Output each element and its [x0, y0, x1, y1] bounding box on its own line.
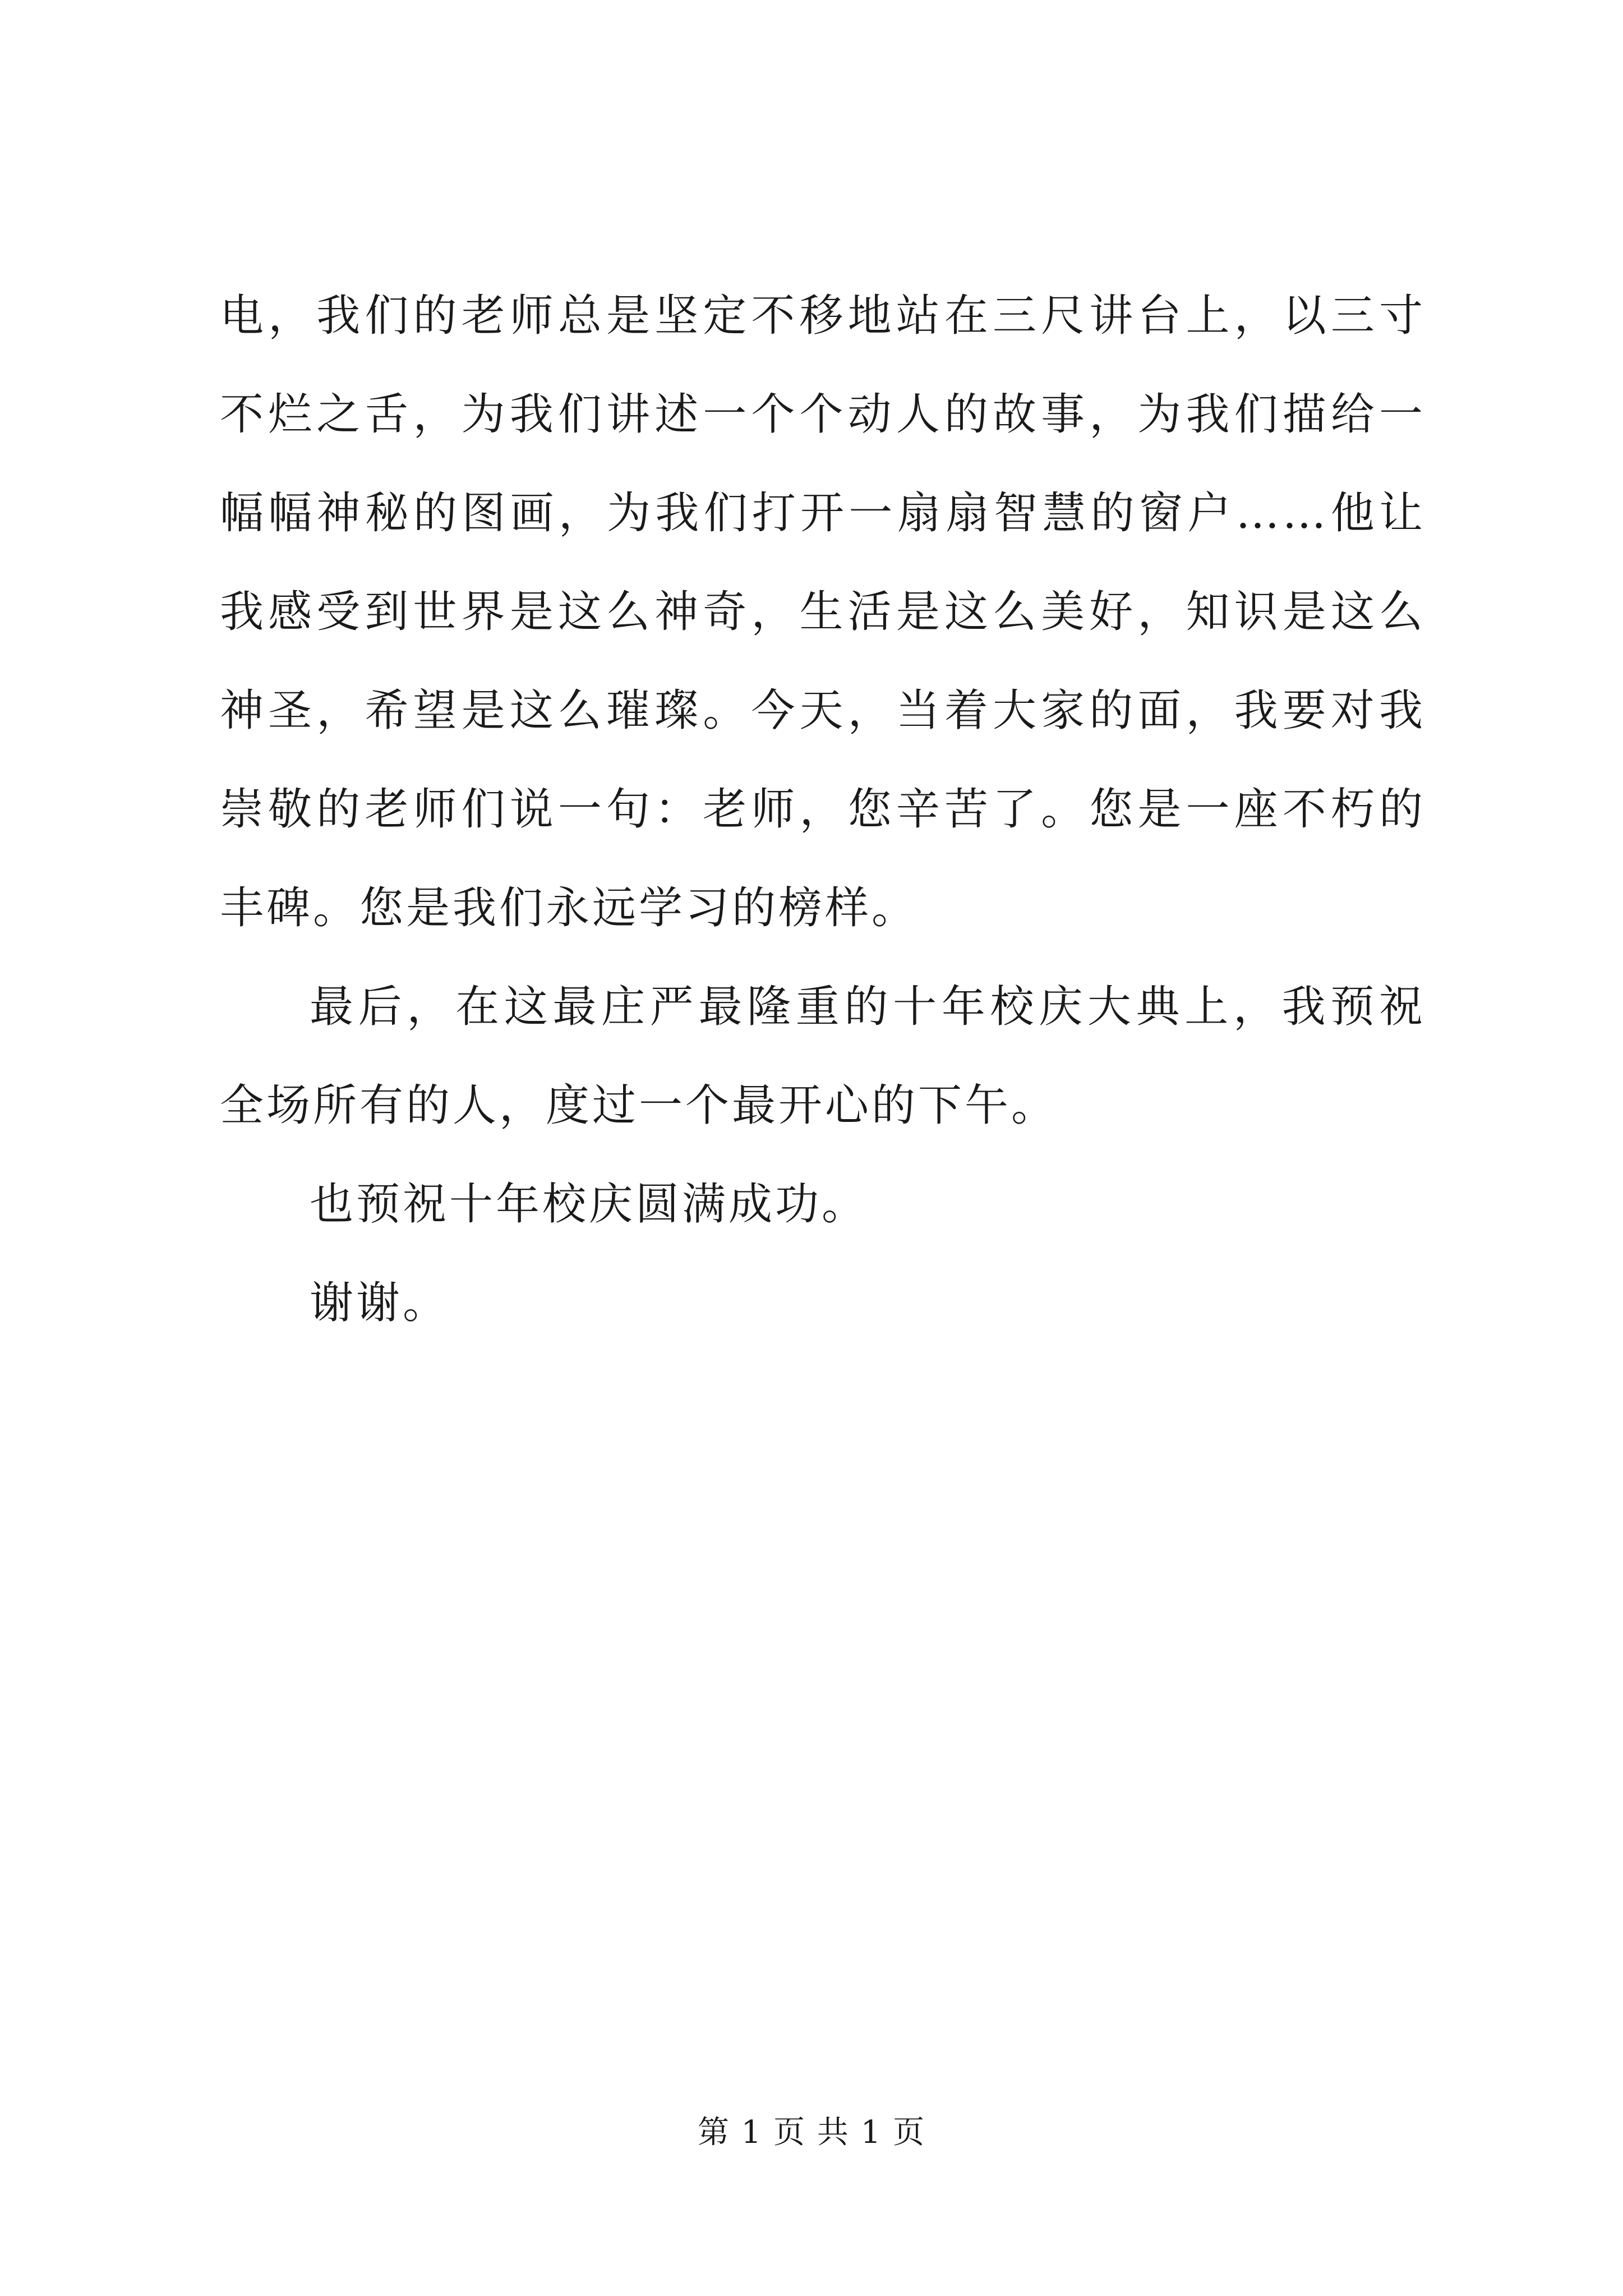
document-body	[220, 266, 1426, 1352]
paragraph-closing-wishes: 最后，在这最庄严最隆重的十年校庆大典上，我预祝全场所有的人，度过一个最开心的下午。	[220, 982, 1426, 1131]
page-footer: 第 1 页 共 1 页	[697, 2114, 926, 2151]
paragraph-thanks: 谢谢。	[310, 1278, 450, 1328]
paragraph-anniversary-success: 也预祝十年校庆圆满成功。	[310, 1179, 869, 1230]
paragraph-teacher-tribute: 电，我们的老师总是坚定不移地站在三尺讲台上，以三寸不烂之舌，为我们讲述一个个动人的故事，为我们描给一幅幅神秘的图画，为我们打开一扇扇智慧的窗户……他让我感受到世界是这么神奇，生活是这么美好，知识是这么神圣，希望是这么璀璨。今天，当着大家的面，我要对我崇敬的老师们说一句：老师，您辛苦了。您是一座不朽的丰碑。您是我们永远学习的榜样。	[220, 291, 1426, 933]
